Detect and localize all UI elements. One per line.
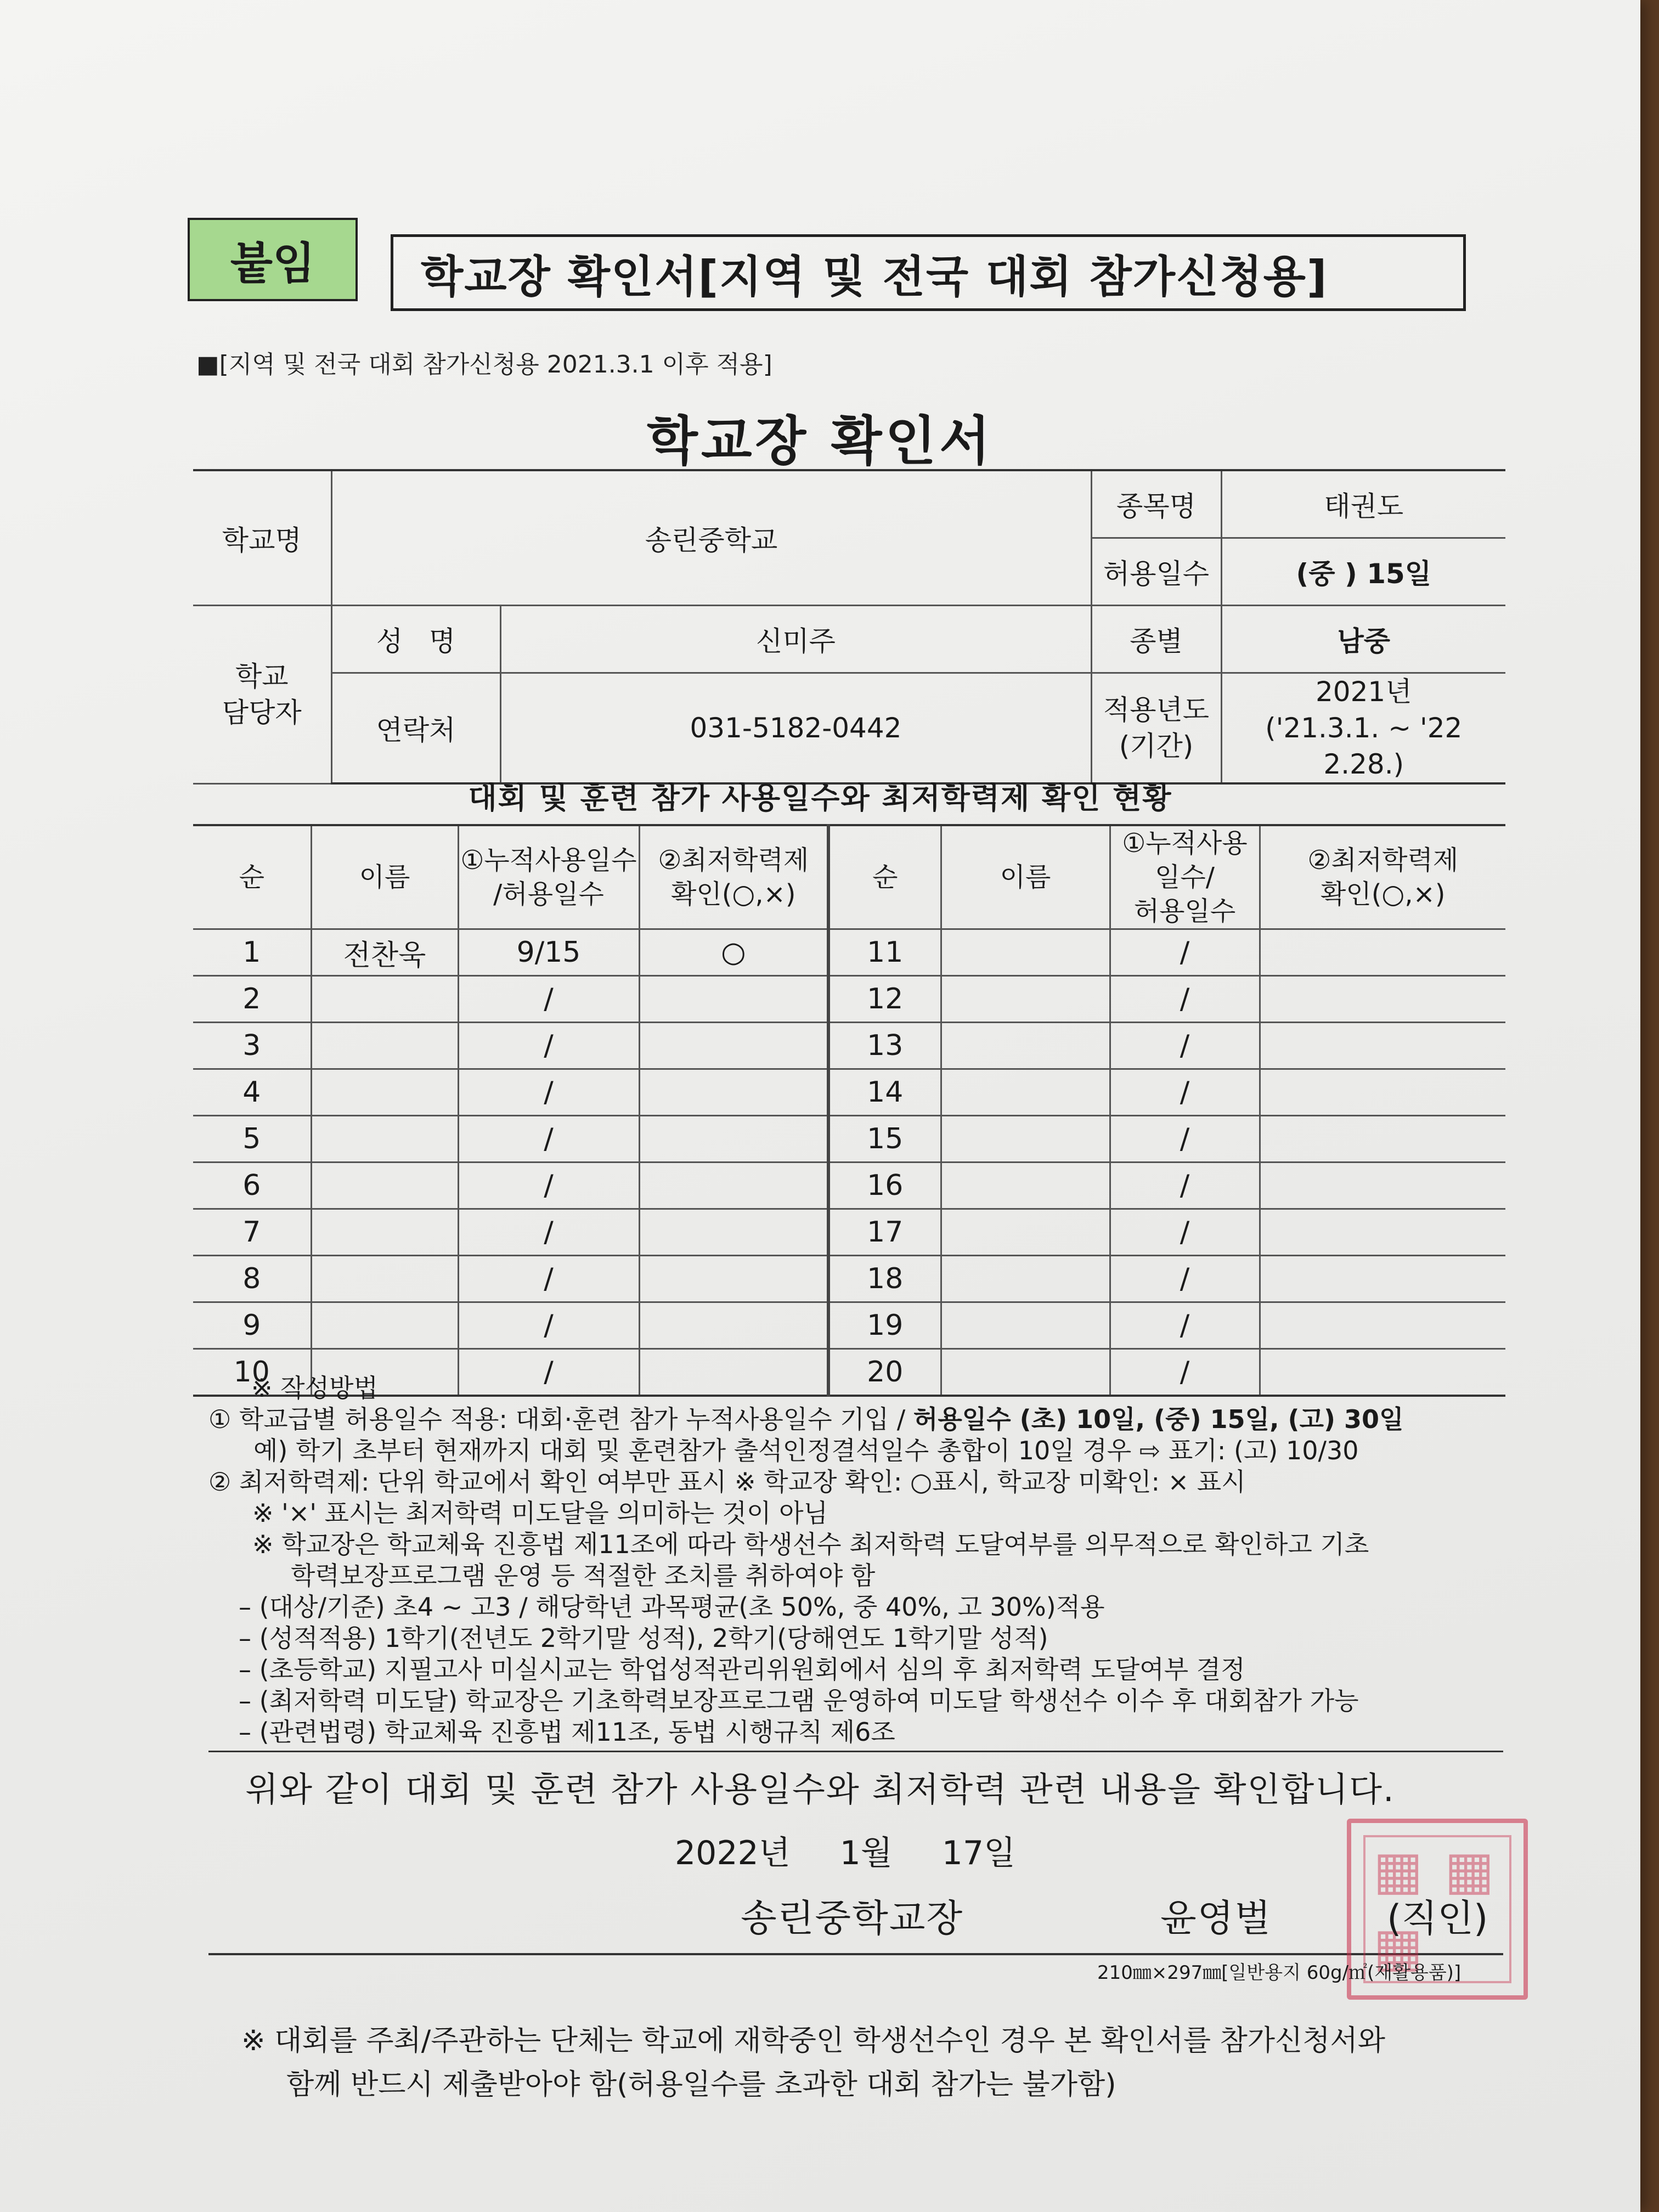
- row-used-days-right: /: [1110, 976, 1260, 1023]
- row-min-academic: [639, 1209, 828, 1256]
- sport-label: 종목명: [1091, 470, 1221, 538]
- row-min-academic-right: [1260, 929, 1505, 976]
- row-no: 5: [193, 1116, 311, 1163]
- staff-name-value: 신미주: [500, 606, 1091, 673]
- footer-line-2: 함께 반드시 제출받아야 함(허용일수를 초과한 대회 참가는 불가함): [286, 2068, 1116, 2101]
- row-name: [311, 1256, 458, 1302]
- row-name: [311, 1163, 458, 1209]
- header-min-academic-right: [1260, 825, 1505, 929]
- table-row: [193, 929, 1505, 976]
- instruction-1-bold: 허용일수 (초) 10일, (중) 15일, (고) 30일: [913, 1404, 1404, 1434]
- principal-name: 윤영벌: [1160, 1897, 1272, 1940]
- table-row: [193, 1023, 1505, 1069]
- row-name-right: [941, 929, 1110, 976]
- row-used-days-right: /: [1110, 1163, 1260, 1209]
- sport-value: 태권도: [1221, 470, 1505, 538]
- row-no: 3: [193, 1023, 311, 1069]
- instruction-2-sub2: ※ 학교장은 학교체육 진흥법 제11조에 따라 학생선수 최저학력 도달여부를 의무적으로 확인하고 기초: [252, 1530, 1369, 1559]
- row-min-academic-right: [1260, 976, 1505, 1023]
- row-used-days: /: [458, 1163, 639, 1209]
- seal-glyph-mark: ▦: [1373, 1839, 1423, 1901]
- row-used-days-right: /: [1110, 1209, 1260, 1256]
- header-used-days-line2: /허용일수: [493, 879, 604, 910]
- paper-spec: 210㎜×297㎜[일반용지 60g/㎡(재활용품)]: [1097, 1962, 1462, 1984]
- row-min-academic: [639, 976, 828, 1023]
- row-no: 6: [193, 1163, 311, 1209]
- row-used-days-right: /: [1110, 1023, 1260, 1069]
- date-month: 1월: [839, 1834, 893, 1872]
- row-used-days: /: [458, 1023, 639, 1069]
- row-min-academic-right: [1260, 1116, 1505, 1163]
- participation-table: [193, 824, 1505, 1397]
- row-min-academic-right: [1260, 1023, 1505, 1069]
- instruction-2-sub1: ※ '×' 표시는 최저학력 미도달을 의미하는 것이 아님: [252, 1498, 828, 1528]
- row-no-right: 16: [828, 1163, 941, 1209]
- form-title: 학교장 확인서[지역 및 전국 대회 참가신청용]: [391, 234, 1466, 311]
- table-row: [193, 1069, 1505, 1116]
- divider: [208, 1953, 1503, 1955]
- instruction-detail-2: – (성적적용) 1학기(전년도 2학기말 성적), 2학기(당해연도 1학기말 성적): [239, 1623, 1048, 1653]
- row-no-right: 15: [828, 1116, 941, 1163]
- row-name-right: [941, 1302, 1110, 1349]
- document-title: 학교장 확인서: [647, 410, 994, 472]
- instruction-2: ② 최저학력제: 단위 학교에서 확인 여부만 표시 ※ 학교장 확인: ○표시, 학교장 미확인: × 표시: [208, 1467, 1246, 1497]
- row-no: 4: [193, 1069, 311, 1116]
- year-value-line2: ('21.3.1. ~ '22 2.28.): [1265, 712, 1463, 780]
- header-used-days-line1: ①누적사용일수: [460, 845, 637, 876]
- school-info-table: [193, 469, 1505, 785]
- table-row: [193, 1302, 1505, 1349]
- footer-note: [241, 2019, 1385, 2107]
- staff-name-label: 성 명: [331, 606, 500, 673]
- header-min-academic-line1: ②최저학력제: [658, 845, 809, 876]
- row-used-days-right: /: [1110, 1116, 1260, 1163]
- header-min-academic: [639, 825, 828, 929]
- row-name-right: [941, 1256, 1110, 1302]
- category-value: 남중: [1221, 606, 1505, 673]
- header-used-days-right-line1: ①누적사용일수/: [1122, 828, 1248, 893]
- row-used-days: 9/15: [458, 929, 639, 976]
- allowed-days-label: 허용일수: [1091, 538, 1221, 606]
- row-name-right: [941, 1069, 1110, 1116]
- instruction-2-sub2b: 학력보장프로그램 운영 등 적절한 조치를 취하여야 함: [291, 1561, 876, 1590]
- issue-date: [675, 1827, 1065, 1874]
- instructions: [208, 1373, 1525, 1748]
- year-label-line2: (기간): [1119, 730, 1194, 762]
- instructions-heading: ※ 작성방법: [251, 1373, 378, 1403]
- row-used-days-right: /: [1110, 1302, 1260, 1349]
- row-name-right: [941, 976, 1110, 1023]
- year-label: [1091, 673, 1221, 784]
- seal-label: (직인): [1387, 1897, 1488, 1940]
- confirmation-statement: 위와 같이 대회 및 훈련 참가 사용일수와 최저학력 관련 내용을 확인합니다.: [245, 1769, 1395, 1809]
- row-used-days: /: [458, 1256, 639, 1302]
- seal-glyph-mark: ▦: [1444, 1839, 1494, 1901]
- row-used-days: /: [458, 1349, 639, 1396]
- row-no-right: 18: [828, 1256, 941, 1302]
- instruction-detail-3: – (초등학교) 지필고사 미실시교는 학업성적관리위원회에서 심의 후 최저학력 도달여부 결정: [239, 1655, 1245, 1684]
- row-name-right: [941, 1163, 1110, 1209]
- row-used-days: /: [458, 1302, 639, 1349]
- principal-title: 송린중학교장: [741, 1897, 964, 1940]
- row-name: [311, 1116, 458, 1163]
- table-row: [193, 976, 1505, 1023]
- attachment-tag: 붙임: [188, 218, 358, 301]
- table-row: [193, 1163, 1505, 1209]
- header-min-academic-line2: 확인(○,×): [670, 879, 796, 910]
- instruction-detail-1: – (대상/기준) 초4 ~ 고3 / 해당학년 과목평균(초 50%, 중 40%, 고 30%)적용: [239, 1592, 1105, 1622]
- row-no: 10: [193, 1349, 311, 1396]
- row-used-days: /: [458, 1209, 639, 1256]
- row-no: 8: [193, 1256, 311, 1302]
- header-min-academic-right-line2: 확인(○,×): [1320, 879, 1446, 910]
- row-name: [311, 1209, 458, 1256]
- instruction-1: [208, 1404, 1525, 1435]
- row-min-academic-right: [1260, 1069, 1505, 1116]
- row-name: [311, 1302, 458, 1349]
- row-min-academic: [639, 1069, 828, 1116]
- row-min-academic: [639, 1023, 828, 1069]
- header-used-days-right: [1110, 825, 1260, 929]
- row-used-days-right: /: [1110, 1349, 1260, 1396]
- row-name: 전찬욱: [311, 929, 458, 976]
- row-no-right: 20: [828, 1349, 941, 1396]
- contact-value: 031-5182-0442: [500, 673, 1091, 784]
- instruction-detail-5: – (관련법령) 학교체육 진흥법 제11조, 동법 시행규칙 제6조: [239, 1717, 895, 1747]
- row-used-days: /: [458, 1069, 639, 1116]
- table-row: [193, 1116, 1505, 1163]
- row-name: [311, 976, 458, 1023]
- row-no-right: 11: [828, 929, 941, 976]
- row-no-right: 19: [828, 1302, 941, 1349]
- header-no-right: 순: [828, 825, 941, 929]
- row-used-days-right: /: [1110, 929, 1260, 976]
- row-no: 9: [193, 1302, 311, 1349]
- row-min-academic: [639, 1302, 828, 1349]
- school-name-value: 송린중학교: [331, 470, 1091, 606]
- row-used-days: /: [458, 1116, 639, 1163]
- form-subtitle: ■[지역 및 전국 대회 참가신청용 2021.3.1 이후 적용]: [196, 351, 772, 379]
- row-no-right: 17: [828, 1209, 941, 1256]
- header-name: 이름: [311, 825, 458, 929]
- row-no-right: 13: [828, 1023, 941, 1069]
- row-no: 1: [193, 929, 311, 976]
- year-label-line1: 적용년도: [1103, 694, 1210, 726]
- school-name-label: 학교명: [193, 470, 331, 606]
- footer-line-1: ※ 대회를 주최/주관하는 단체는 학교에 재학중인 학생선수인 경우 본 확인서를 참가신청서와: [241, 2024, 1385, 2057]
- instruction-1-text: ① 학교급별 허용일수 적용: 대회·훈련 참가 누적사용일수 기입 /: [208, 1404, 913, 1434]
- row-used-days-right: /: [1110, 1256, 1260, 1302]
- row-min-academic-right: [1260, 1163, 1505, 1209]
- row-min-academic-right: [1260, 1209, 1505, 1256]
- header-used-days: [458, 825, 639, 929]
- section-title: 대회 및 훈련 참가 사용일수와 최저학력제 확인 현황: [468, 781, 1172, 815]
- row-name-right: [941, 1116, 1110, 1163]
- header-no: 순: [193, 825, 311, 929]
- row-used-days-right: /: [1110, 1069, 1260, 1116]
- row-used-days: /: [458, 976, 639, 1023]
- instruction-detail-4: – (최저학력 미도달) 학교장은 기초학력보장프로그램 운영하여 미도달 학생선수 이수 후 대회참가 가능: [239, 1686, 1359, 1716]
- row-no: 7: [193, 1209, 311, 1256]
- category-label: 종별: [1091, 606, 1221, 673]
- row-min-academic-right: [1260, 1256, 1505, 1302]
- header-used-days-right-line2: 허용일수: [1133, 896, 1236, 927]
- table-row: [193, 1209, 1505, 1256]
- row-no-right: 12: [828, 976, 941, 1023]
- staff-label: [193, 606, 331, 784]
- header-min-academic-right-line1: ②최저학력제: [1307, 845, 1459, 876]
- divider: [208, 1751, 1503, 1752]
- staff-label-line1: 학교: [235, 660, 289, 692]
- date-year: 2022년: [675, 1834, 791, 1872]
- row-min-academic: [639, 1116, 828, 1163]
- instruction-1-example: 예) 학기 초부터 현재까지 대회 및 훈련참가 출석인정결석일수 총합이 10일 경우 ⇨ 표기: (고) 10/30: [253, 1436, 1359, 1465]
- row-min-academic: ○: [639, 929, 828, 976]
- row-no-right: 14: [828, 1069, 941, 1116]
- row-name: [311, 1069, 458, 1116]
- row-name-right: [941, 1209, 1110, 1256]
- row-name: [311, 1023, 458, 1069]
- allowed-days-value: (중 ) 15일: [1221, 538, 1505, 606]
- table-header-row: [193, 825, 1505, 929]
- seal-glyph-mark: ▦: [1373, 1916, 1423, 1978]
- header-name-right: 이름: [941, 825, 1110, 929]
- contact-label: 연락처: [331, 673, 500, 784]
- row-min-academic-right: [1260, 1302, 1505, 1349]
- year-value: [1221, 673, 1505, 784]
- row-name-right: [941, 1023, 1110, 1069]
- table-row: [193, 1256, 1505, 1302]
- year-value-line1: 2021년: [1315, 676, 1412, 708]
- row-min-academic: [639, 1163, 828, 1209]
- row-no: 2: [193, 976, 311, 1023]
- staff-label-line2: 담당자: [222, 696, 302, 729]
- date-day: 17일: [941, 1834, 1016, 1872]
- row-min-academic: [639, 1256, 828, 1302]
